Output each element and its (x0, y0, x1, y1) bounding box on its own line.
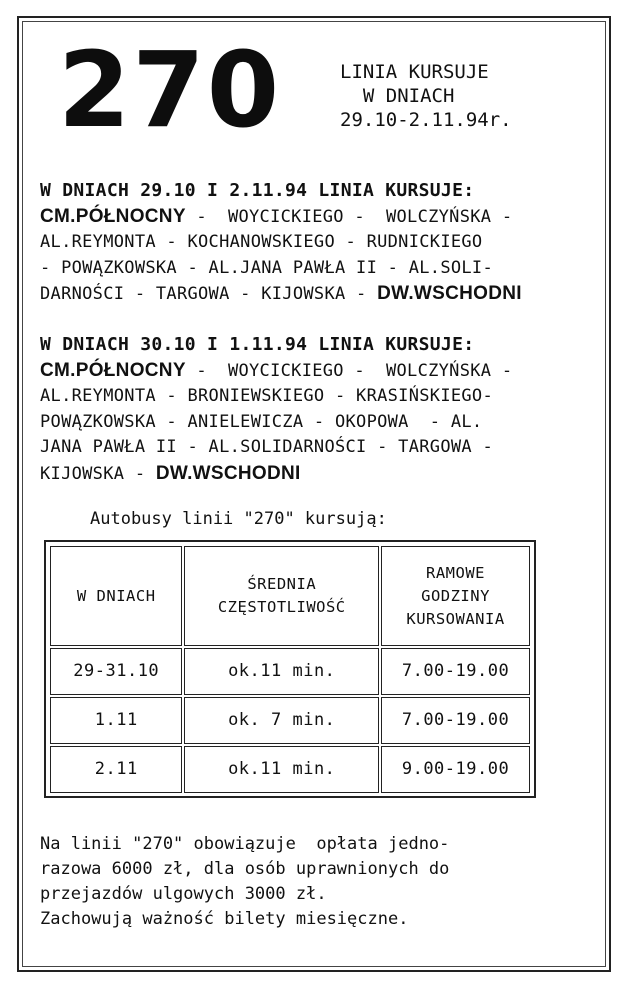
route-start-terminal: CM.PÓŁNOCNY (40, 205, 186, 227)
header-text: RAMOWE (426, 563, 486, 582)
route-end-terminal: DW.WSCHODNI (155, 462, 301, 484)
service-dates-note (340, 60, 512, 132)
cell-days: 1.11 (50, 697, 182, 744)
route-text: - WOYCICKIEGO - WOLCZYŃSKA - (185, 206, 513, 227)
fare-line: przejazdów ulgowych 3000 zł. (40, 884, 327, 904)
schedule-table (44, 540, 536, 798)
fare-line: Zachowują ważność bilety miesięczne. (40, 909, 409, 929)
fare-line: Na linii "270" obowiązuje opłata jedno- (40, 834, 450, 854)
route-line: POWĄZKOWSKA - ANIELEWICZA - OKOPOWA - AL. (40, 411, 483, 432)
table-row (50, 697, 530, 744)
header-text: GODZINY (421, 586, 490, 605)
service-dates-line: 29.10-2.11.94r. (340, 109, 512, 131)
header-hours (381, 546, 530, 646)
route-section-2 (40, 332, 600, 487)
route-end-terminal: DW.WSCHODNI (377, 283, 522, 304)
header-frequency (184, 546, 379, 646)
fare-note (40, 832, 449, 932)
cell-hours: 9.00-19.00 (381, 746, 530, 793)
route-line: AL.REYMONTA - KOCHANOWSKIEGO - RUDNICKIEGO (40, 232, 483, 252)
header-text: KURSOWANIA (406, 609, 505, 628)
route-line: JANA PAWŁA II - AL.SOLIDARNOŚCI - TARGOWA - (40, 437, 493, 457)
cell-hours: 7.00-19.00 (381, 648, 530, 695)
route-line (40, 358, 600, 385)
route-line (40, 281, 600, 308)
route-line (40, 461, 600, 488)
table-caption: Autobusy linii "270" kursują: (90, 509, 387, 529)
table-header-row (50, 546, 530, 646)
route-text: DARNOŚCI - TARGOWA - KIJOWSKA - (40, 284, 378, 304)
schedule-grid (48, 544, 532, 795)
route-text: KIJOWSKA - (40, 463, 156, 484)
header-text: CZĘSTOTLIWOŚĆ (217, 598, 346, 616)
header-days (50, 546, 182, 646)
route-line (40, 204, 600, 231)
inner-border (22, 21, 606, 967)
table-row (50, 746, 530, 793)
header-text: W DNIACH (76, 586, 156, 605)
route-text: - WOYCICKIEGO - WOLCZYŃSKA - (185, 360, 513, 381)
fare-line: razowa 6000 zł, dla osób uprawnionych do (40, 859, 450, 879)
route-start-terminal: CM.PÓŁNOCNY (40, 359, 186, 381)
route-section-1 (40, 178, 600, 308)
cell-days: 2.11 (50, 746, 182, 793)
cell-frequency: ok.11 min. (184, 746, 379, 793)
header-text: ŚREDNIA (247, 575, 317, 593)
cell-frequency: ok.11 min. (184, 648, 379, 695)
line-number: 270 (58, 29, 282, 151)
route-line: AL.REYMONTA - BRONIEWSKIEGO - KRASIŃSKIEGO- (40, 386, 493, 406)
cell-days: 29-31.10 (50, 648, 182, 695)
service-dates-line: W DNIACH (340, 85, 455, 107)
table-row (50, 648, 530, 695)
route-heading: W DNIACH 29.10 I 2.11.94 LINIA KURSUJE: (40, 180, 475, 201)
route-line: - POWĄZKOWSKA - AL.JANA PAWŁA II - AL.SOLI- (40, 257, 493, 278)
route-heading: W DNIACH 30.10 I 1.11.94 LINIA KURSUJE: (40, 334, 475, 355)
service-dates-line: LINIA KURSUJE (340, 61, 489, 83)
cell-hours: 7.00-19.00 (381, 697, 530, 744)
cell-frequency: ok. 7 min. (184, 697, 379, 744)
